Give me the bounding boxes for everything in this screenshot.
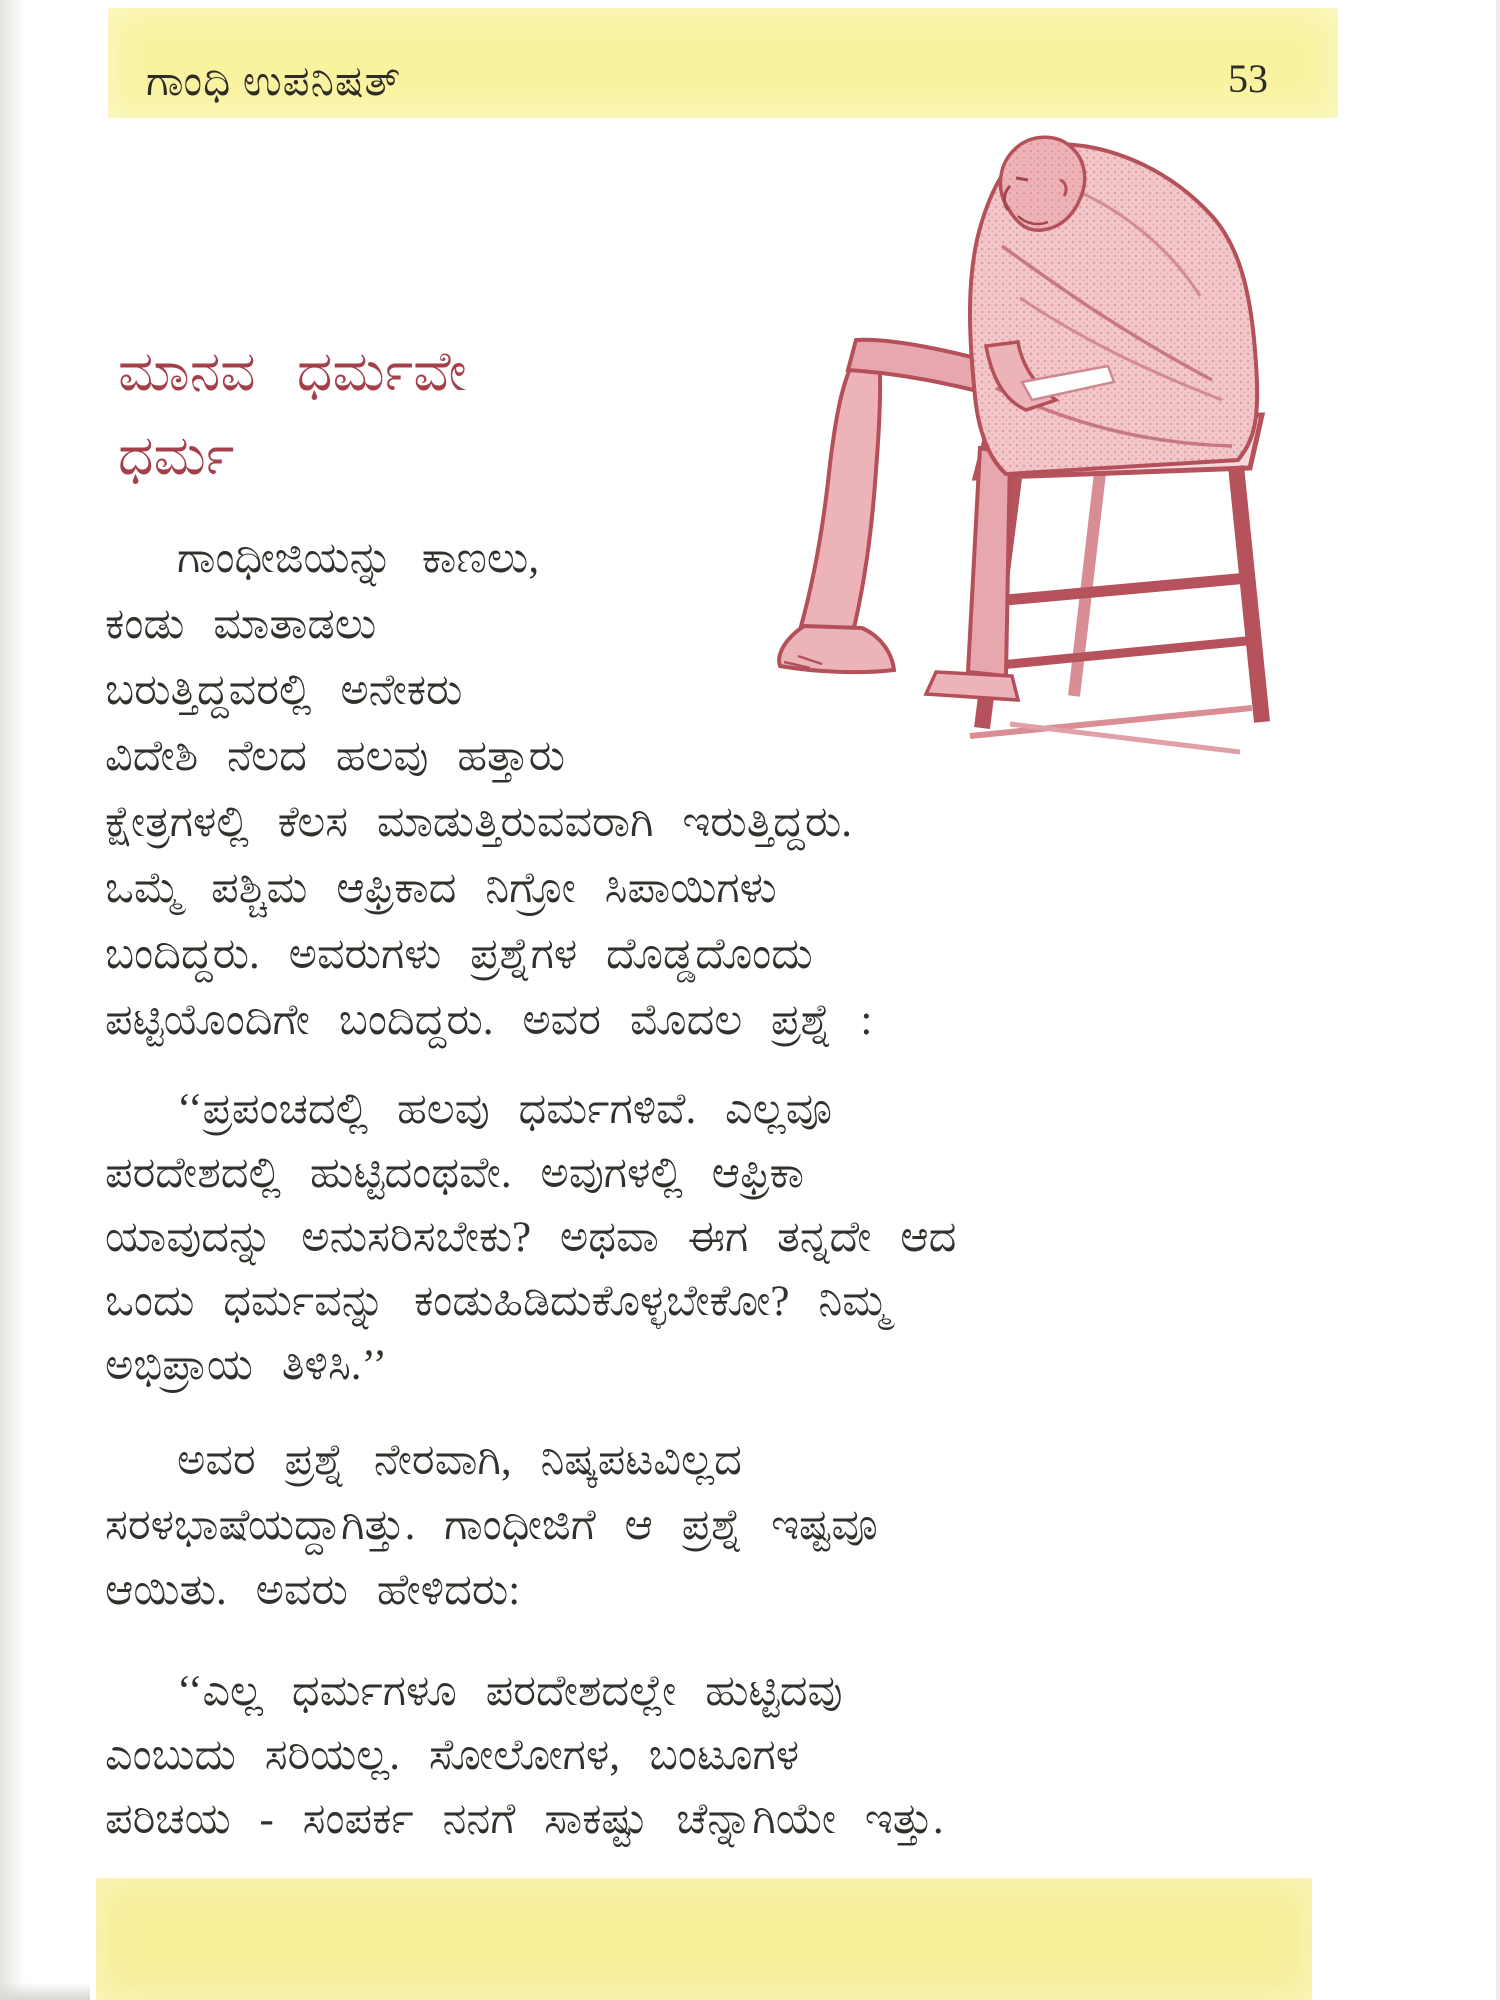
text-line: ಕ್ಷೇತ್ರಗಳಲ್ಲಿ ಕೆಲಸ ಮಾಡುತ್ತಿರುವವರಾಗಿ ಇರುತ್ತಿದ್ದರು. [105, 799, 852, 846]
book-title: ಗಾಂಧಿ ಉಪನಿಷತ್ [146, 59, 402, 105]
text-line: ‘‘ಪ್ರಪಂಚದಲ್ಲಿ ಹಲವು ಧರ್ಮಗಳಿವೆ. ಎಲ್ಲವೂ [177, 1086, 832, 1133]
chapter-title [118, 330, 758, 498]
text-line: ಅಭಿಪ್ರಾಯ ತಿಳಿಸಿ.’’ [105, 1342, 387, 1389]
paragraph-1 [105, 526, 1305, 1054]
text-line: ಸರಳಭಾಷೆಯದ್ದಾಗಿತ್ತು. ಗಾಂಧೀಜಿಗೆ ಆ ಪ್ರಶ್ನೆ ಇಷ್ಟವೂ [105, 1502, 878, 1549]
paragraph-2-quote [105, 1078, 1305, 1398]
text-line: ಆಯಿತು. ಅವರು ಹೇಳಿದರು: [105, 1567, 521, 1614]
text-line: ಅವರ ಪ್ರಶ್ನೆ ನೇರವಾಗಿ, ನಿಷ್ಕಪಟವಿಲ್ಲದ [177, 1437, 742, 1484]
chapter-title-line1: ಮಾನವ ಧರ್ಮವೇ [118, 341, 467, 402]
text-line: ಬಂದಿದ್ದರು. ಅವರುಗಳು ಪ್ರಶ್ನೆಗಳ ದೊಡ್ಡದೊಂದು [105, 931, 813, 978]
text-line: ವಿದೇಶಿ ನೆಲದ ಹಲವು ಹತ್ತಾರು [105, 733, 566, 780]
page-number: 53 [1228, 56, 1268, 101]
page-header-band [108, 8, 1338, 118]
text-line: ಯಾವುದನ್ನು ಅನುಸರಿಸಬೇಕು? ಅಥವಾ ಈಗ ತನ್ನದೇ ಆದ [105, 1214, 957, 1261]
text-line: ಪಟ್ಟಿಯೊಂದಿಗೇ ಬಂದಿದ್ದರು. ಅವರ ಮೊದಲ ಪ್ರಶ್ನೆ : [105, 997, 873, 1044]
page-footer-band [96, 1878, 1312, 2000]
text-line: ಪರದೇಶದಲ್ಲಿ ಹುಟ್ಟಿದಂಥವೇ. ಅವುಗಳಲ್ಲಿ ಆಫ್ರಿಕಾ [105, 1150, 805, 1197]
text-line: ಒಂದು ಧರ್ಮವನ್ನು ಕಂಡುಹಿಡಿದುಕೊಳ್ಳಬೇಕೋ? ನಿಮ್ಮ [105, 1278, 889, 1325]
paragraph-3 [105, 1428, 1305, 1623]
scan-edge-left [0, 0, 26, 2000]
scan-edge-right [1496, 0, 1500, 2000]
text-line: ಒಮ್ಮೆ ಪಶ್ಚಿಮ ಆಫ್ರಿಕಾದ ನಿಗ್ರೋ ಸಿಪಾಯಿಗಳು [105, 865, 777, 912]
scan-edge-corner [0, 1982, 90, 2000]
text-line: ‘‘ಎಲ್ಲ ಧರ್ಮಗಳೂ ಪರದೇಶದಲ್ಲೇ ಹುಟ್ಟಿದವು [177, 1668, 843, 1715]
text-line: ಪರಿಚಯ - ಸಂಪರ್ಕ ನನಗೆ ಸಾಕಷ್ಟು ಚೆನ್ನಾಗಿಯೇ ಇತ್ತು. [105, 1796, 944, 1843]
text-line: ಕಂಡು ಮಾತಾಡಲು [105, 601, 377, 648]
text-line: ಬರುತ್ತಿದ್ದವರಲ್ಲಿ ಅನೇಕರು [105, 667, 463, 714]
paragraph-4-quote [105, 1660, 1305, 1852]
text-line: ಎಂಬುದು ಸರಿಯಲ್ಲ. ಸೋಲೋಗಳ, ಬಂಟೂಗಳ [105, 1732, 800, 1779]
text-line: ಗಾಂಧೀಜಿಯನ್ನು ಕಾಣಲು, [177, 535, 540, 582]
chapter-title-line2: ಧರ್ಮ [118, 425, 235, 486]
